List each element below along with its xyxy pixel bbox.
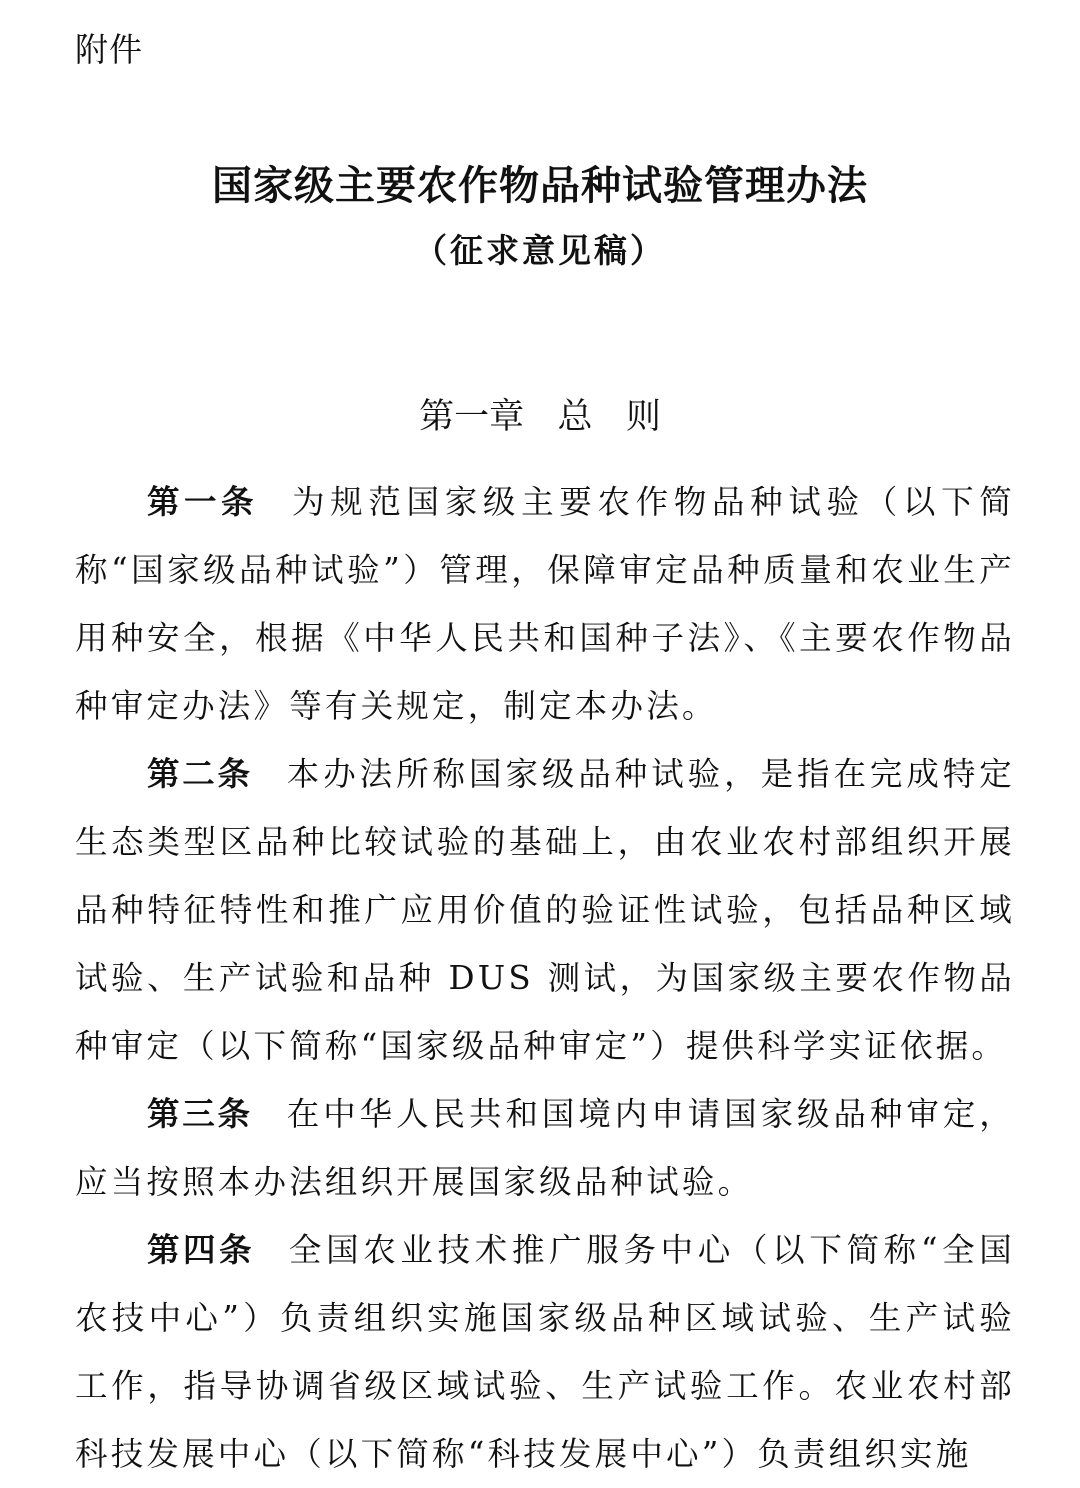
- article-number: 第一条: [147, 483, 258, 521]
- document-title: 国家级主要农作物品种试验管理办法: [212, 163, 868, 209]
- article-number: 第二条: [147, 755, 253, 793]
- article-number: 第四条: [147, 1231, 255, 1269]
- article-number: 第三条: [147, 1095, 253, 1133]
- article-1: [75, 468, 1015, 740]
- article-3: [75, 1080, 1015, 1216]
- document-subtitle: （征求意见稿）: [414, 231, 666, 270]
- article-text: 全国农业技术推广服务中心（以下简称“全国农技中心”）负责组织实施国家级品种区域试验、生产试验工作，指导协调省级区域试验、生产试验工作。农业农村部科技发展中心（以下简称“科技发展中心”）负责组织实施: [75, 1231, 1015, 1473]
- article-2: [75, 740, 1015, 1080]
- article-4: [75, 1216, 1015, 1488]
- document-body: [75, 468, 1015, 1488]
- article-text: 本办法所称国家级品种试验，是指在完成特定生态类型区品种比较试验的基础上，由农业农村部组织开展品种特征特性和推广应用价值的验证性试验，包括品种区域试验、生产试验和品种 DUS 测试，为国家级主要农作物品种审定（以下简称“国家级品种审定”）提供科学实证依据。: [75, 755, 1015, 1065]
- article-text: 为规范国家级主要农作物品种试验（以下简称“国家级品种试验”）管理，保障审定品种质量和农业生产用种安全，根据《中华人民共和国种子法》、《主要农作物品种审定办法》等有关规定，制定本办法。: [75, 483, 1015, 725]
- chapter-heading: 第一章 总 则: [419, 397, 661, 437]
- article-text: 在中华人民共和国境内申请国家级品种审定，应当按照本办法组织开展国家级品种试验。: [75, 1095, 1015, 1201]
- attachment-label: 附件: [75, 30, 143, 69]
